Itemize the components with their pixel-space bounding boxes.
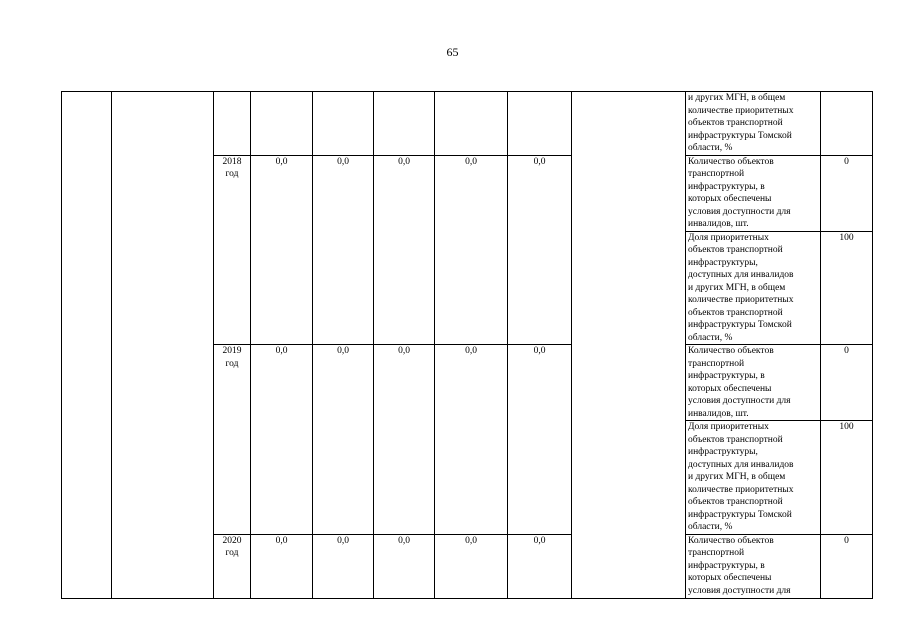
amount-cell: 0,0 <box>435 534 508 598</box>
amount-cell: 0,0 <box>435 345 508 535</box>
amount-cell: 0,0 <box>374 345 435 535</box>
indicator-text: Доля приоритетных объектов транспортной инфраструктуры, доступных для инвалидов и других МГН, в общем количестве приоритетных объектов транспортной инфраструктуры Томской области, % <box>686 231 821 345</box>
executor-cell <box>572 92 686 599</box>
indicator-value: 100 <box>821 231 873 345</box>
amount-cell: 0,0 <box>251 534 313 598</box>
amount-cell: 0,0 <box>251 155 313 345</box>
amount-cell: 0,0 <box>313 534 374 598</box>
indicator-text: Количество объектов транспортной инфраструктуры, в которых обеспечены условия доступности для инвалидов, шт. <box>686 155 821 231</box>
col-number-cell <box>62 92 112 599</box>
amount-cell: 0,0 <box>374 155 435 345</box>
amount-cell <box>435 92 508 156</box>
page-number: 65 <box>446 45 459 59</box>
indicator-text: и других МГН, в общем количестве приоритетных объектов транспортной инфраструктуры Томской области, % <box>686 92 821 156</box>
indicator-text: Доля приоритетных объектов транспортной инфраструктуры, доступных для инвалидов и других МГН, в общем количестве приоритетных объектов транспортной инфраструктуры Томской области, % <box>686 421 821 535</box>
year-cell: 2019 год <box>214 345 251 535</box>
year-cell: 2020 год <box>214 534 251 598</box>
amount-cell: 0,0 <box>251 345 313 535</box>
amount-cell: 0,0 <box>508 155 572 345</box>
indicator-value: 100 <box>821 421 873 535</box>
amount-cell: 0,0 <box>313 155 374 345</box>
indicator-value: 0 <box>821 155 873 231</box>
amount-cell <box>313 92 374 156</box>
amount-cell <box>374 92 435 156</box>
amount-cell: 0,0 <box>508 534 572 598</box>
amount-cell: 0,0 <box>508 345 572 535</box>
amount-cell: 0,0 <box>313 345 374 535</box>
program-table <box>61 91 873 599</box>
year-cell <box>214 92 251 156</box>
indicator-value: 0 <box>821 534 873 598</box>
indicator-value <box>821 92 873 156</box>
year-cell: 2018 год <box>214 155 251 345</box>
table-row <box>62 92 873 156</box>
amount-cell <box>251 92 313 156</box>
amount-cell: 0,0 <box>435 155 508 345</box>
indicator-value: 0 <box>821 345 873 421</box>
amount-cell: 0,0 <box>374 534 435 598</box>
indicator-text: Количество объектов транспортной инфраструктуры, в которых обеспечены условия доступности для <box>686 534 821 598</box>
indicator-text: Количество объектов транспортной инфраструктуры, в которых обеспечены условия доступности для инвалидов, шт. <box>686 345 821 421</box>
amount-cell <box>508 92 572 156</box>
col-name-cell <box>112 92 214 599</box>
